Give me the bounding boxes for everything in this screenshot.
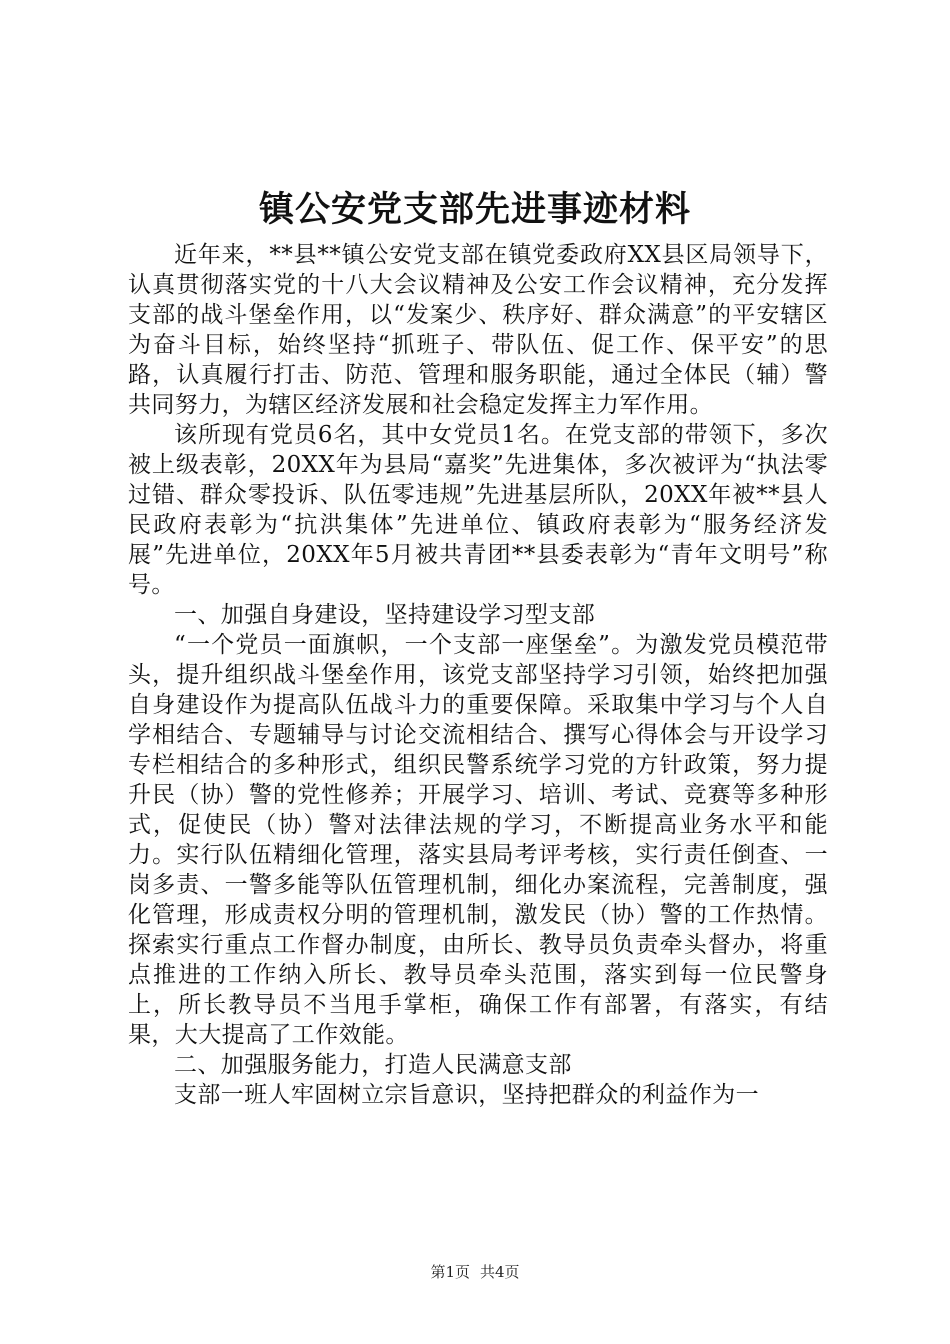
page-number-current: 第1页 [430, 1263, 470, 1281]
paragraph-section-1: “一个党员一面旗帜，一个支部一座堡垒”。为激发党员模范带头，提升组织战斗堡垒作用，该党支部坚持学习引领，始终把加强自身建设作为提高队伍战斗力的重要保障。采取集中学习与个人自学相结合、专题辅导与讨论交流相结合、撰写心得体会与开设学习专栏相结合的多种形式，组织民警系统学习党的方针政策，努力提升民（协）警的党性修养；开展学习、培训、考试、竞赛等多种形式，促使民（协）警对法律法规的学习，不断提高业务水平和能力。实行队伍精细化管理，落实县局考评考核，实行责任倒查、一岗多责、一警多能等队伍管理机制，细化办案流程，完善制度，强化管理，形成责权分明的管理机制，激发民（协）警的工作热情。探索实行重点工作督办制度，由所长、教导员负责牵头督办，将重点推进的工作纳入所长、教导员牵头范围，落实到每一位民警身上，所长教导员不当甩手掌柜，确保工作有部署，有落实，有结果，大大提高了工作效能。 [128, 632, 828, 1048]
paragraph-intro: 近年来，**县**镇公安党支部在镇党委政府XX县区局领导下，认真贯彻落实党的十八大会议精神及公安工作会议精神，充分发挥支部的战斗堡垒作用，以“发案少、秩序好、群众满意”的平安辖区为奋斗目标，始终坚持“抓班子、带队伍、促工作、保平安”的思路，认真履行打击、防范、管理和服务职能，通过全体民（辅）警共同努力，为辖区经济发展和社会稳定发挥主力军作用。 [128, 242, 828, 418]
document-title: 镇公安党支部先进事迹材料 [258, 189, 691, 230]
paragraph-members: 该所现有党员6名，其中女党员1名。在党支部的带领下，多次被上级表彰，20XX年为县局“嘉奖”先进集体，多次被评为“执法零过错、群众零投诉、队伍零违规”先进基层所队，20XX年被**县人民政府表彰为“抗洪集体”先进单位、镇政府表彰为“服务经济发展”先进单位，20XX年5月被共青团**县委表彰为“青年文明号”称号。 [128, 422, 828, 598]
page-number-total: 共4页 [480, 1263, 520, 1281]
paragraph-section-2: 支部一班人牢固树立宗旨意识，坚持把群众的利益作为一 [174, 1082, 759, 1108]
page-footer [0, 1262, 950, 1282]
document-body [128, 240, 828, 1110]
section-heading-2: 二、加强服务能力，打造人民满意支部 [174, 1052, 572, 1078]
section-heading-1: 一、加强自身建设，坚持建设学习型支部 [174, 602, 596, 628]
